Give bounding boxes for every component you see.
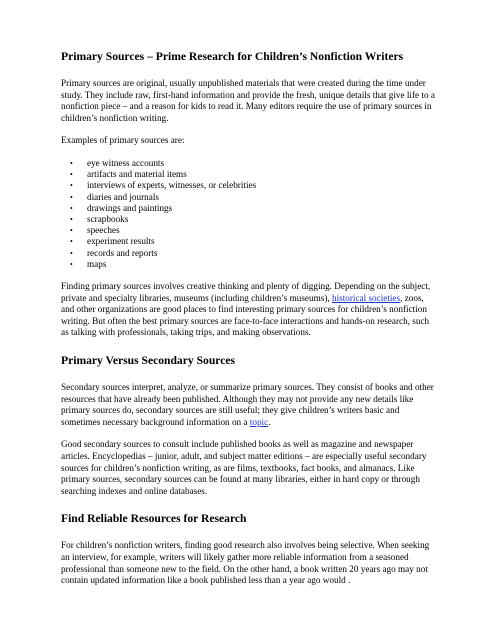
secondary-paragraph [61,382,435,428]
list-item-text: diaries and journals [87,191,159,202]
bullet-icon: • [70,170,73,180]
finding-text-end: , zoos, and other organizations are good places to find interesting primary sources for children’s nonfiction writing. But often the best primary sources are face-to-face interactions and hands-on research, such as talking with professionals, taking trips, and making observations. [61,292,430,338]
good-secondary-paragraph: Good secondary sources to consult include published books as well as magazine and newspaper articles. Encyclopedias – junior, adult, and subject matter editions – are especially useful secondary sources for children’s nonfiction writing, as are films, textbooks, fact books, and almanacs. Like primary sources, secondary sources can be found at many libraries, either in hard copy or through searching indexes and online databases. [61,439,427,496]
intro-paragraph: Primary sources are original, usually unpublished materials that were created during the time under study. They include raw, first-hand information and provide the fresh, unique details that give life to a nonfiction piece – and a reason for kids to read it. Many editors require the use of primary sources in children’s nonfiction writing. [61,78,435,123]
examples-label: Examples of primary sources are: [61,135,185,146]
list-item [61,259,435,270]
list-item-text: drawings and paintings [87,202,173,213]
bullet-icon: • [70,248,73,258]
list-item [61,169,435,180]
reliable-paragraph: For children’s nonfiction writers, finding good research also involves being selective. When seeking an interview, for example, writers will likely gather more reliable information from a seasoned professional than someone new to the field. On the other hand, a book written 20 years ago may not contain updated information like a book published less than a year ago would . [61,540,430,586]
finding-text-start: Finding primary sources involves creative thinking and plenty of digging. Depending on the subject, private and specialty libraries, museums (including children’s museums), [61,281,431,303]
secondary-text-end: . [268,416,271,427]
list-item [61,214,435,225]
document-body [61,50,435,598]
topic-link[interactable]: topic [249,416,269,427]
list-item-text: experiment results [87,236,155,247]
list-item-text: speeches [87,225,120,236]
bullet-icon: • [70,259,73,269]
examples-list [61,158,435,270]
list-item-text: artifacts and material items [87,169,187,180]
list-item [61,236,435,247]
list-item-text: eye witness accounts [87,157,165,168]
finding-paragraph [61,281,435,339]
page-title: Primary Sources – Prime Research for Children’s Nonfiction Writers [61,50,404,63]
list-item [61,203,435,214]
bullet-icon: • [70,192,73,202]
list-item [61,158,435,169]
list-item [61,225,435,236]
bullet-icon: • [70,226,73,236]
section-heading-reliable-resources: Find Reliable Resources for Research [61,512,247,526]
list-item [61,248,435,259]
list-item-text: maps [87,258,107,269]
bullet-icon: • [70,237,73,247]
list-item-text: interviews of experts, witnesses, or celebrities [87,180,257,191]
bullet-icon: • [70,181,73,191]
bullet-icon: • [70,158,73,168]
list-item [61,180,435,191]
section-heading-primary-vs-secondary: Primary Versus Secondary Sources [61,353,236,367]
bullet-icon: • [70,214,73,224]
historical-societies-link[interactable]: historical societies [331,292,401,303]
bullet-icon: • [70,203,73,213]
secondary-text-start: Secondary sources interpret, analyze, or summarize primary sources. They consist of books and other resources that have already been published. Although they may not provide any new details like primary sources do, secondary sources are still useful; they give children’s writers basic and sometimes necessary background information on a [61,381,434,427]
list-item-text: records and reports [87,247,158,258]
list-item [61,192,435,203]
list-item-text: scrapbooks [87,213,129,224]
